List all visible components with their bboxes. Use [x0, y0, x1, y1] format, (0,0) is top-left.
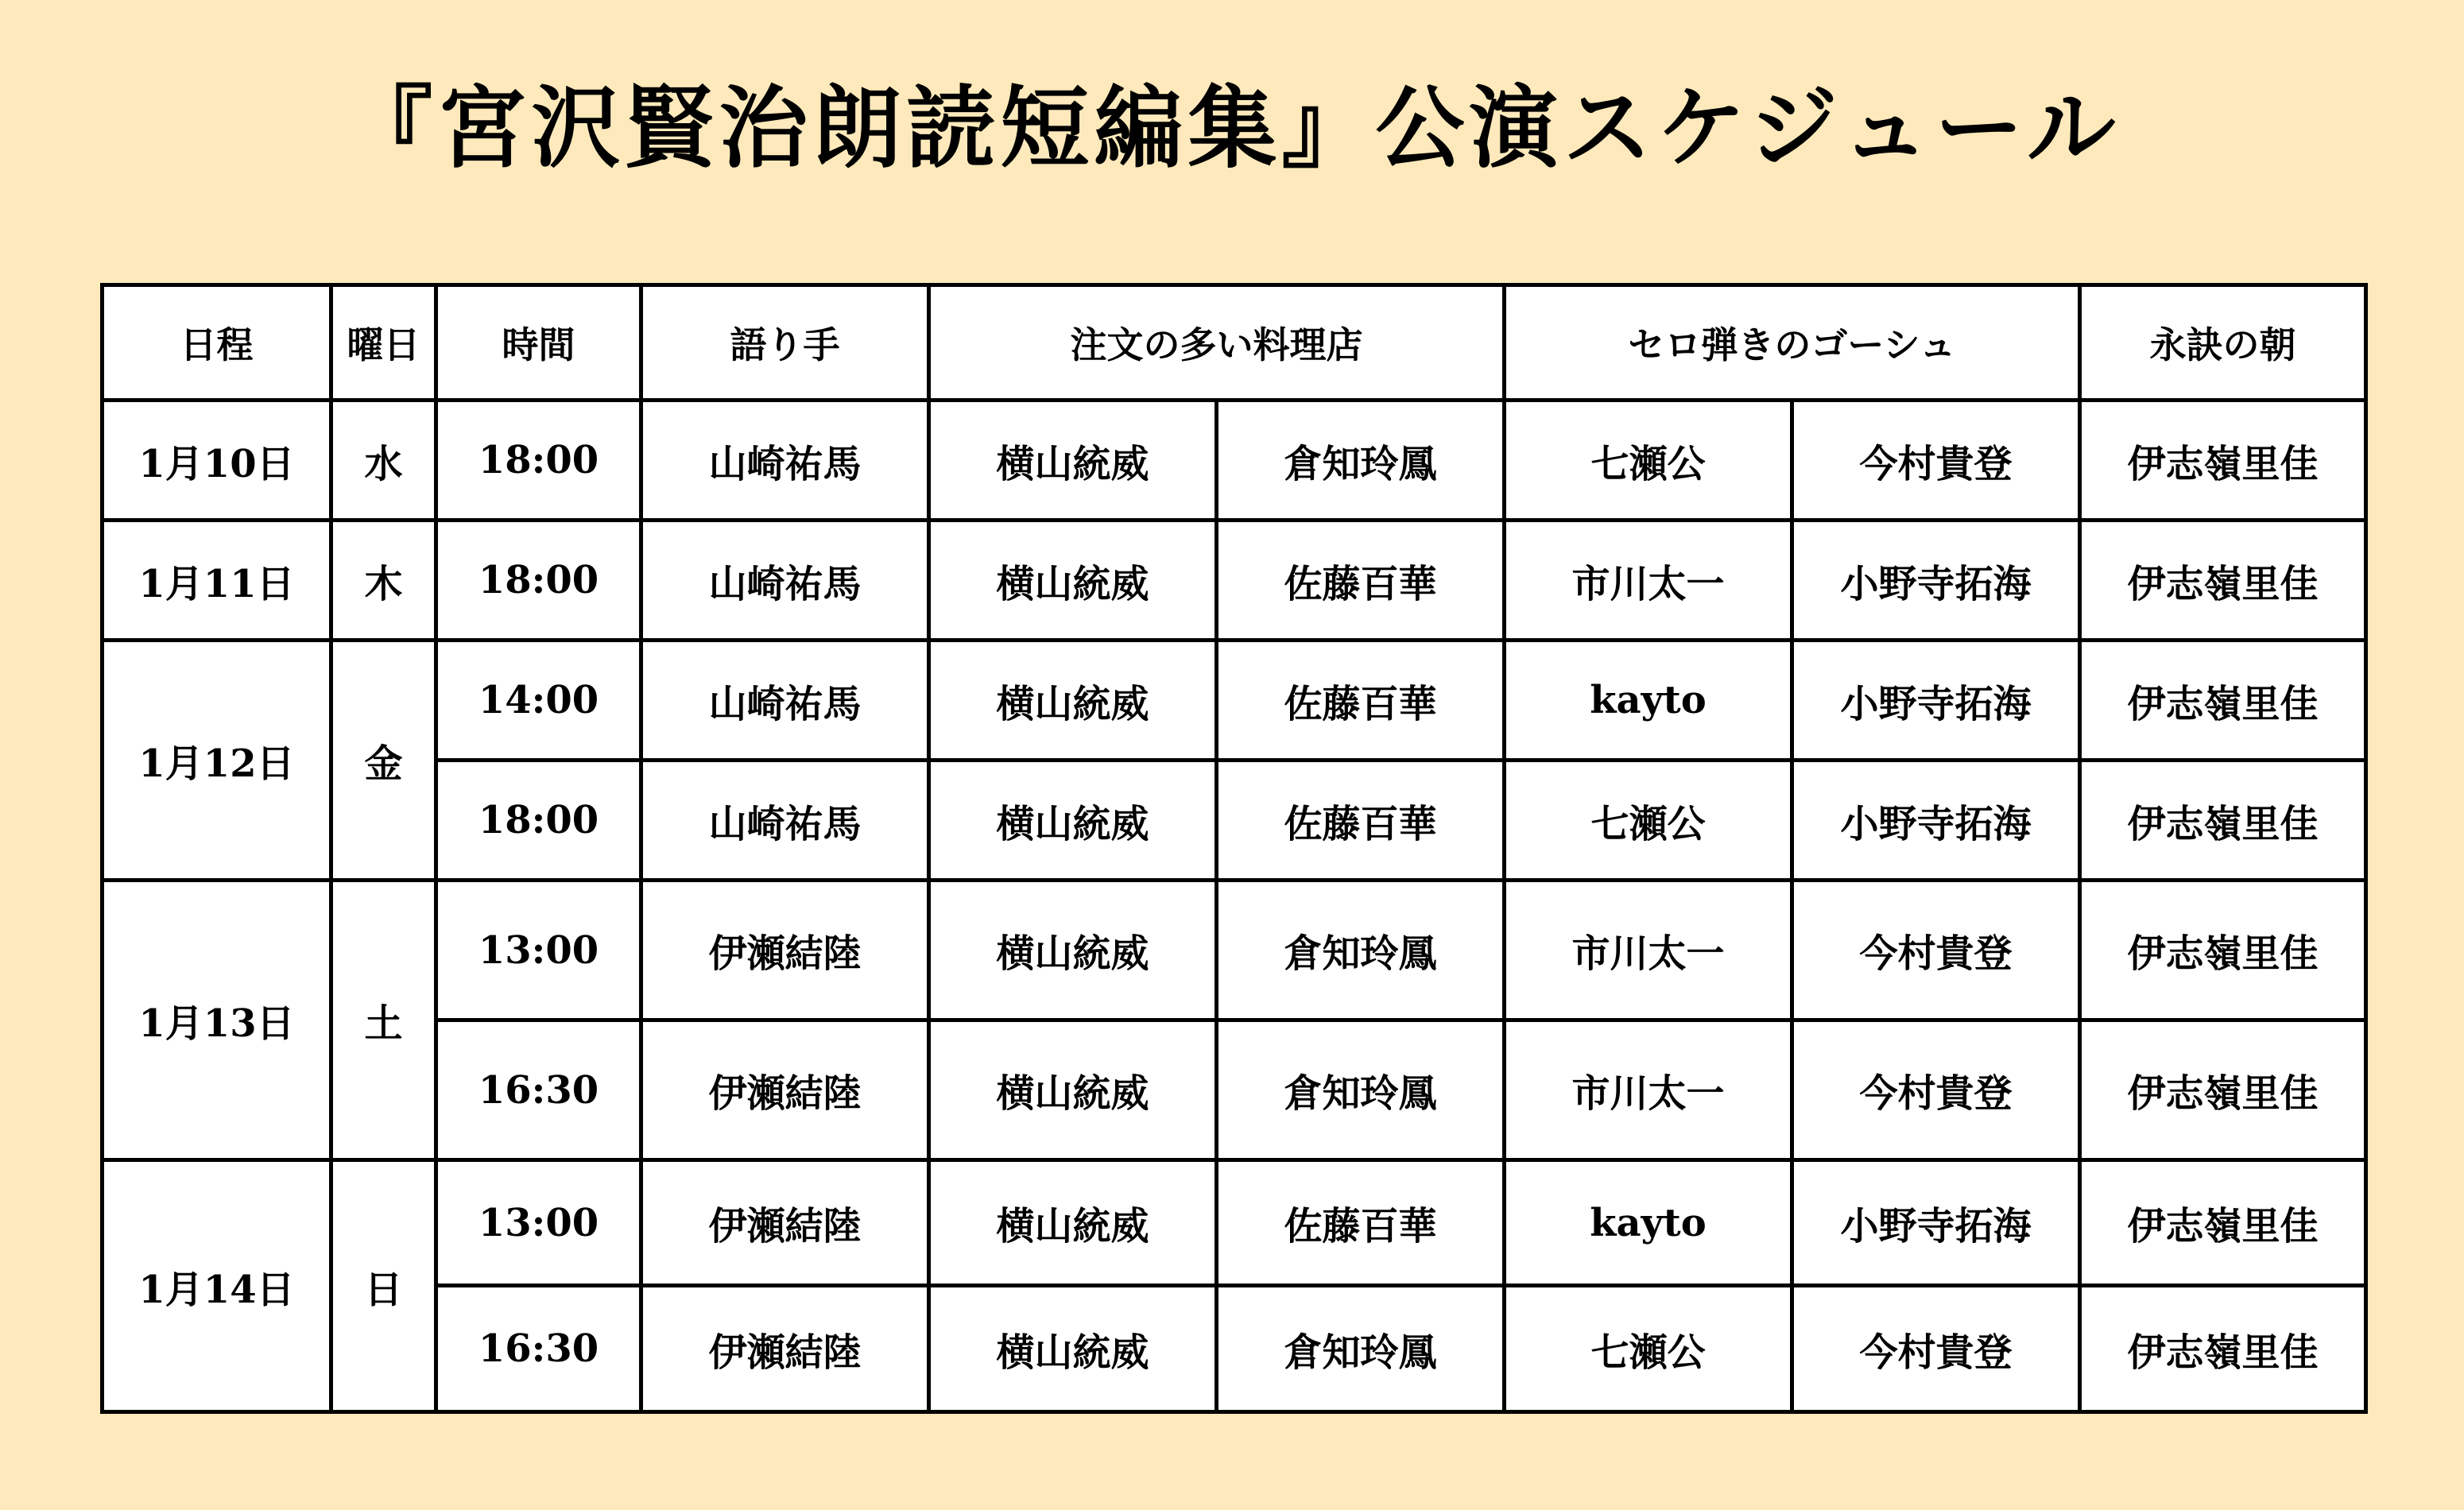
- time-cell: 18:00: [436, 521, 641, 641]
- cast-cell: 佐藤百華: [1217, 1160, 1505, 1286]
- cast-cell: 横山統威: [929, 641, 1217, 761]
- cast-cell: 今村貴登: [1792, 1020, 2080, 1160]
- narrator-cell: 伊瀬結陸: [641, 1286, 929, 1412]
- cast-cell: 横山統威: [929, 521, 1217, 641]
- cast-cell: 佐藤百華: [1217, 521, 1505, 641]
- header-play-chumon: 注文の多い料理店: [929, 285, 1505, 401]
- cast-cell: 伊志嶺里佳: [2080, 1286, 2366, 1412]
- weekday-cell: 日: [331, 1160, 436, 1412]
- header-play-eiketsu: 永訣の朝: [2080, 285, 2366, 401]
- narrator-cell: 伊瀬結陸: [641, 1160, 929, 1286]
- cast-cell: 七瀬公: [1505, 761, 1792, 881]
- page-title: 『宮沢賢治朗読短編集』公演スケジュール: [343, 76, 2121, 180]
- header-date: 日程: [103, 285, 331, 401]
- header-time: 時間: [436, 285, 641, 401]
- cast-cell: 横山統威: [929, 1286, 1217, 1412]
- narrator-cell: 山崎祐馬: [641, 401, 929, 521]
- narrator-cell: 山崎祐馬: [641, 761, 929, 881]
- weekday-cell: 木: [331, 521, 436, 641]
- cast-cell: 伊志嶺里佳: [2080, 641, 2366, 761]
- weekday-cell: 土: [331, 881, 436, 1160]
- cast-cell: 市川太一: [1505, 1020, 1792, 1160]
- weekday-cell: 金: [331, 641, 436, 881]
- time-cell: 16:30: [436, 1286, 641, 1412]
- table-row: [103, 401, 2366, 521]
- table-row: [103, 1020, 2366, 1160]
- table-row: [103, 1286, 2366, 1412]
- header-play-gauche: セロ弾きのゴーシュ: [1505, 285, 2080, 401]
- cast-cell: 七瀬公: [1505, 401, 1792, 521]
- weekday-cell: 水: [331, 401, 436, 521]
- cast-cell: 倉知玲鳳: [1217, 1020, 1505, 1160]
- cast-cell: 伊志嶺里佳: [2080, 521, 2366, 641]
- cast-cell: 今村貴登: [1792, 1286, 2080, 1412]
- time-cell: 14:00: [436, 641, 641, 761]
- table-row: [103, 641, 2366, 761]
- cast-cell: 倉知玲鳳: [1217, 401, 1505, 521]
- cast-cell: 横山統威: [929, 881, 1217, 1020]
- cast-cell: 横山統威: [929, 1020, 1217, 1160]
- cast-cell: 市川太一: [1505, 881, 1792, 1020]
- cast-cell: 今村貴登: [1792, 401, 2080, 521]
- date-cell: 1月14日: [103, 1160, 331, 1412]
- time-cell: 18:00: [436, 401, 641, 521]
- cast-cell: 伊志嶺里佳: [2080, 881, 2366, 1020]
- cast-cell: 伊志嶺里佳: [2080, 401, 2366, 521]
- cast-cell: 小野寺拓海: [1792, 761, 2080, 881]
- header-narrator: 語り手: [641, 285, 929, 401]
- schedule-table: [100, 283, 2368, 1414]
- time-cell: 13:00: [436, 881, 641, 1020]
- table-row: [103, 521, 2366, 641]
- cast-cell: 横山統威: [929, 401, 1217, 521]
- time-cell: 18:00: [436, 761, 641, 881]
- time-cell: 16:30: [436, 1020, 641, 1160]
- table-row: [103, 761, 2366, 881]
- header-row: [103, 285, 2366, 401]
- header-weekday: 曜日: [331, 285, 436, 401]
- date-cell: 1月13日: [103, 881, 331, 1160]
- narrator-cell: 伊瀬結陸: [641, 1020, 929, 1160]
- cast-cell: 倉知玲鳳: [1217, 881, 1505, 1020]
- cast-cell: kayto: [1505, 641, 1792, 761]
- cast-cell: 佐藤百華: [1217, 761, 1505, 881]
- date-cell: 1月11日: [103, 521, 331, 641]
- cast-cell: 七瀬公: [1505, 1286, 1792, 1412]
- narrator-cell: 伊瀬結陸: [641, 881, 929, 1020]
- time-cell: 13:00: [436, 1160, 641, 1286]
- narrator-cell: 山崎祐馬: [641, 521, 929, 641]
- cast-cell: 伊志嶺里佳: [2080, 761, 2366, 881]
- cast-cell: kayto: [1505, 1160, 1792, 1286]
- cast-cell: 市川太一: [1505, 521, 1792, 641]
- date-cell: 1月12日: [103, 641, 331, 881]
- cast-cell: 横山統威: [929, 1160, 1217, 1286]
- table-row: [103, 1160, 2366, 1286]
- cast-cell: 伊志嶺里佳: [2080, 1020, 2366, 1160]
- cast-cell: 倉知玲鳳: [1217, 1286, 1505, 1412]
- cast-cell: 伊志嶺里佳: [2080, 1160, 2366, 1286]
- table-row: [103, 881, 2366, 1020]
- cast-cell: 今村貴登: [1792, 881, 2080, 1020]
- narrator-cell: 山崎祐馬: [641, 641, 929, 761]
- cast-cell: 小野寺拓海: [1792, 1160, 2080, 1286]
- cast-cell: 小野寺拓海: [1792, 641, 2080, 761]
- date-cell: 1月10日: [103, 401, 331, 521]
- cast-cell: 横山統威: [929, 761, 1217, 881]
- cast-cell: 佐藤百華: [1217, 641, 1505, 761]
- cast-cell: 小野寺拓海: [1792, 521, 2080, 641]
